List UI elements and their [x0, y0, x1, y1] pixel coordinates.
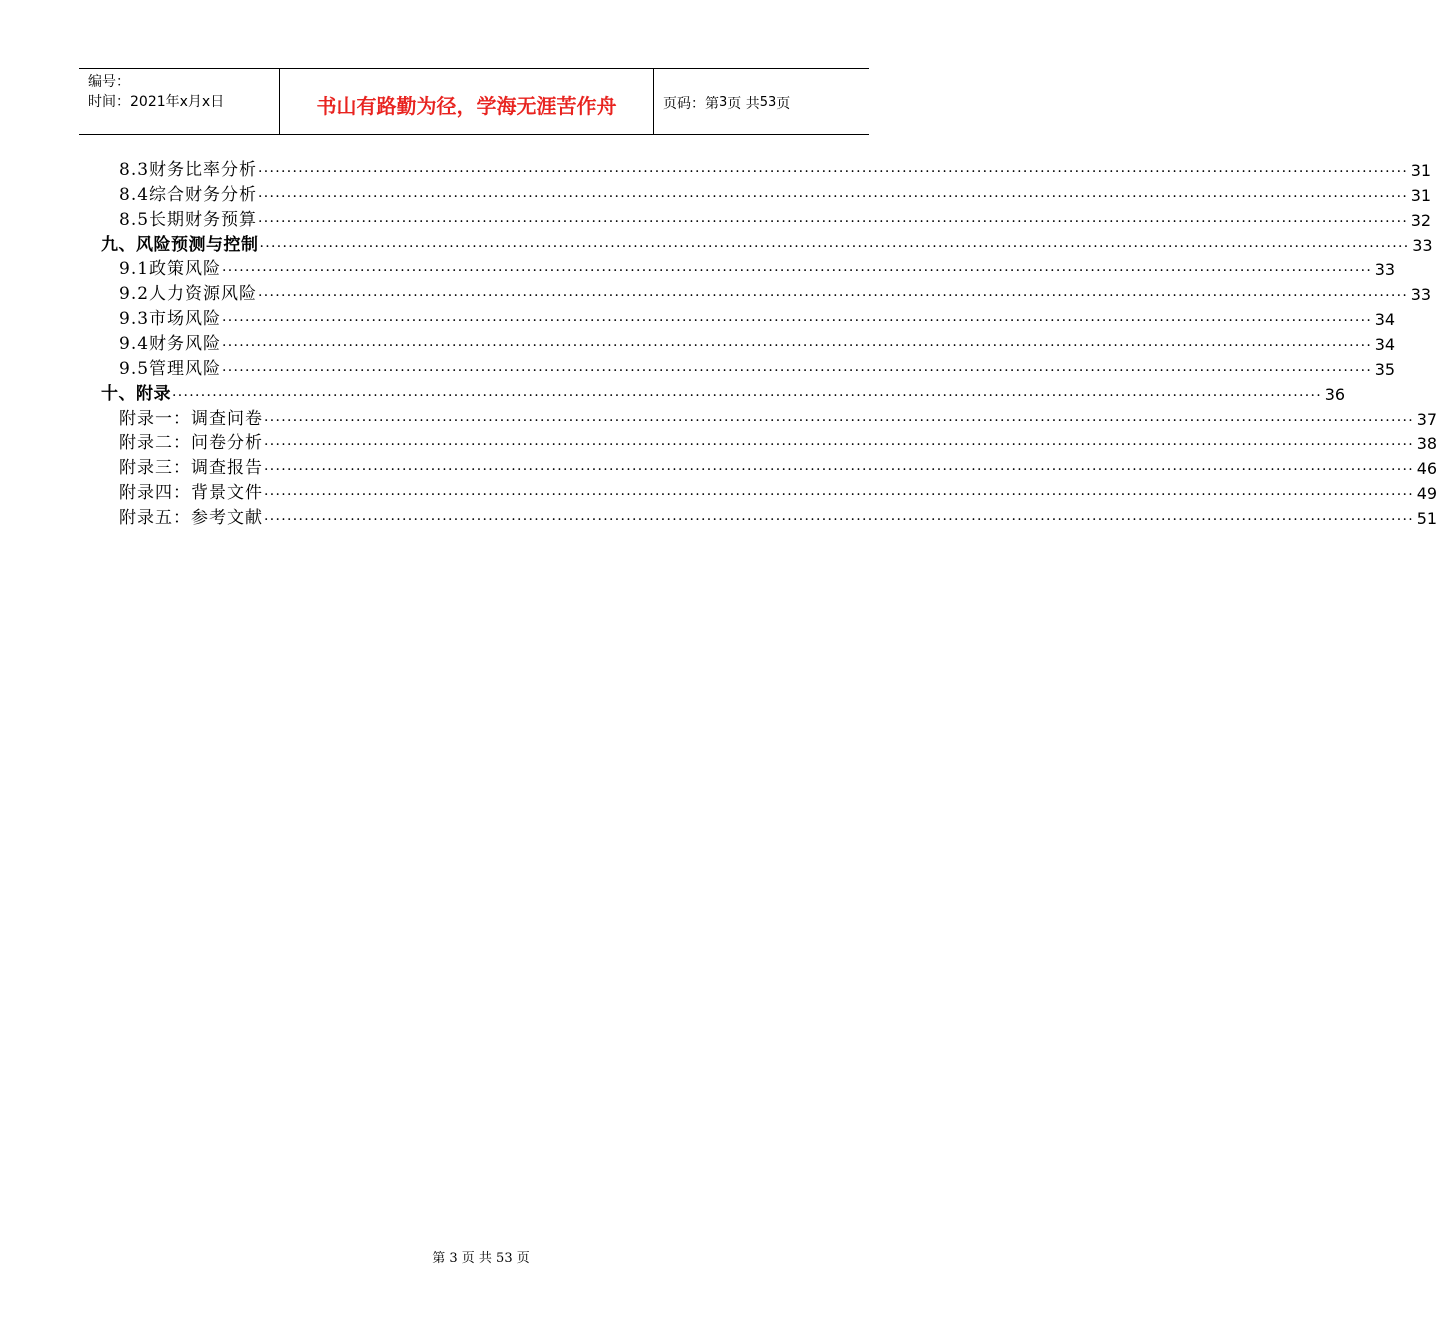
toc-dot-leader: ········································································································································································································ — [264, 437, 1415, 454]
page-footer: 第 3 页 共 53 页 — [432, 1251, 530, 1266]
document-number-label: 编号： — [88, 74, 130, 90]
toc-entry[interactable] — [119, 481, 1437, 506]
toc-entry-page: 34 — [1374, 334, 1396, 354]
toc-dot-leader: ········································································································································································································ — [222, 263, 1373, 280]
toc-entry[interactable] — [119, 257, 1396, 282]
toc-dot-leader: ········································································································································································································ — [172, 387, 1323, 404]
toc-entry[interactable] — [119, 158, 1432, 183]
toc-dot-leader: ········································································································································································································ — [264, 487, 1415, 504]
toc-entry[interactable] — [119, 282, 1432, 307]
toc-entry-title: 9.5管理风险 — [119, 358, 222, 379]
toc-dot-leader: ········································································································································································································ — [264, 511, 1415, 528]
toc-entry-page: 51 — [1416, 508, 1437, 528]
toc-dot-leader: ········································································································································································································ — [222, 313, 1373, 330]
toc-entry-title: 附录二：问卷分析 — [119, 433, 263, 454]
toc-entry-page: 49 — [1416, 484, 1437, 504]
header-page-cell — [654, 69, 869, 134]
toc-entry-page: 32 — [1410, 210, 1432, 230]
toc-entry-page: 34 — [1374, 310, 1396, 330]
document-time-label: 时间：2021年x月x日 — [88, 94, 225, 110]
toc-entry-title: 8.3财务比率分析 — [119, 160, 258, 180]
toc-dot-leader: ········································································································································································································ — [258, 188, 1409, 205]
toc-entry[interactable] — [119, 506, 1437, 531]
toc-dot-leader: ········································································································································································································ — [258, 164, 1409, 180]
toc-entry-title: 8.5长期财务预算 — [119, 209, 258, 230]
toc-entry[interactable] — [119, 431, 1437, 456]
toc-entry-title: 附录一：调查问卷 — [119, 408, 263, 429]
toc-entry-title: 附录五：参考文献 — [119, 507, 263, 528]
toc-entry-title: 9.2人力资源风险 — [119, 284, 258, 305]
header-page-total: 53 — [759, 95, 777, 110]
toc-dot-leader: ········································································································································································································ — [258, 288, 1409, 305]
toc-entry[interactable] — [119, 407, 1437, 432]
toc-entry-title: 九、风险预测与控制 — [101, 234, 259, 255]
header-page-mid: 页 共 — [727, 95, 760, 112]
header-motto: 书山有路勤为径，学海无涯苦作舟 — [316, 94, 617, 118]
toc-entry[interactable] — [119, 332, 1396, 357]
toc-entry-page: 37 — [1416, 409, 1437, 429]
toc-dot-leader: ········································································································································································································ — [258, 213, 1409, 230]
toc-entry-title: 9.4财务风险 — [119, 333, 222, 354]
header-motto-cell — [280, 69, 654, 134]
toc-entry-title: 9.1政策风险 — [119, 259, 222, 280]
toc-entry-page: 33 — [1374, 260, 1396, 280]
toc-entry-page: 38 — [1416, 434, 1437, 454]
toc-dot-leader: ········································································································································································································ — [222, 362, 1373, 379]
toc-entry-page: 31 — [1410, 185, 1432, 205]
toc-entry-title: 附录四：背景文件 — [119, 483, 263, 504]
toc-dot-leader: ········································································································································································································ — [259, 238, 1410, 255]
toc-entry[interactable] — [119, 456, 1437, 481]
toc-entry[interactable] — [119, 183, 1432, 208]
toc-entry[interactable] — [101, 382, 1346, 407]
toc-entry-page: 36 — [1324, 384, 1346, 404]
toc-entry-title: 附录三：调查报告 — [119, 458, 263, 479]
page-header — [79, 68, 869, 135]
header-meta-cell — [79, 69, 280, 134]
toc-entry-page: 33 — [1412, 235, 1433, 255]
toc-entry-page: 31 — [1410, 161, 1432, 180]
toc-entry[interactable] — [101, 233, 1433, 258]
toc-dot-leader: ········································································································································································································ — [222, 337, 1373, 354]
header-page-end: 页 — [776, 95, 791, 112]
header-page-current: 3 — [719, 95, 728, 110]
toc-entry-title: 十、附录 — [101, 383, 171, 404]
toc-entry-page: 46 — [1416, 459, 1437, 479]
toc-entry-title: 9.3市场风险 — [119, 309, 222, 330]
toc-dot-leader: ········································································································································································································ — [264, 462, 1415, 479]
toc-dot-leader: ········································································································································································································ — [264, 412, 1415, 429]
toc-entry[interactable] — [119, 307, 1396, 332]
toc-entry-page: 35 — [1374, 359, 1396, 379]
toc-entry[interactable] — [119, 357, 1396, 382]
toc-entry-page: 33 — [1410, 285, 1432, 305]
toc-entry[interactable] — [119, 208, 1432, 233]
header-page-label: 页码：第 — [663, 95, 719, 112]
toc-entry-title: 8.4综合财务分析 — [119, 184, 258, 205]
